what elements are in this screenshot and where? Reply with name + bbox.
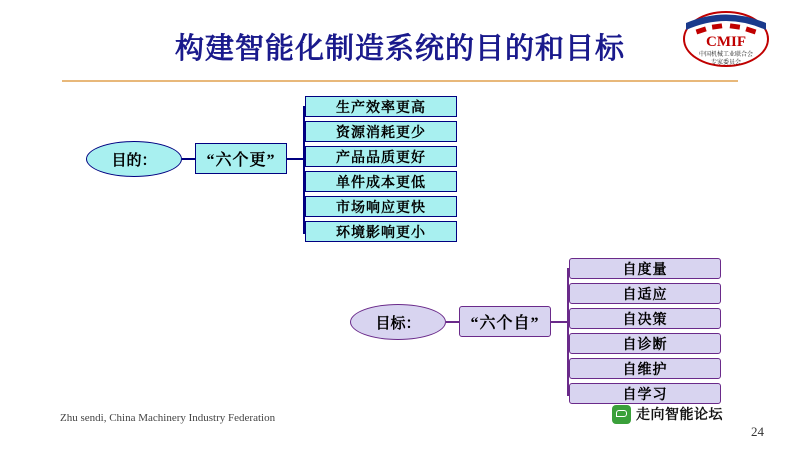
purpose-key-box — [195, 143, 287, 174]
page-title: 构建智能化制造系统的目的和目标 — [174, 33, 625, 65]
purpose-item-2-text: 资源消耗更少 — [336, 125, 426, 141]
goal-item-6-text: 自学习 — [622, 387, 668, 403]
purpose-item-5 — [305, 196, 457, 217]
cmif-logo-graphic — [672, 8, 780, 74]
watermark-text: 走向智能论坛 — [636, 408, 723, 423]
goal-item-5-text: 自维护 — [622, 362, 668, 378]
goal-item-4-text: 自诊断 — [622, 337, 668, 353]
goal-item-4 — [569, 333, 721, 354]
goal-item-3 — [569, 308, 721, 329]
svg-text:专家委员会: 专家委员会 — [710, 60, 742, 66]
wechat-icon — [612, 405, 631, 424]
svg-text:中国机械工业联合会: 中国机械工业联合会 — [698, 52, 754, 58]
purpose-item-3 — [305, 146, 457, 167]
cmif-logo — [672, 8, 780, 74]
purpose-item-5-text: 市场响应更快 — [336, 200, 426, 216]
purpose-item-1 — [305, 96, 457, 117]
purpose-label-ellipse — [86, 141, 182, 177]
goal-item-1 — [569, 258, 721, 279]
purpose-item-6-text: 环境影响更小 — [336, 225, 426, 241]
title-divider — [62, 80, 738, 82]
purpose-item-1-text: 生产效率更高 — [336, 100, 426, 116]
purpose-connector-line — [182, 158, 195, 160]
purpose-item-4-text: 单件成本更低 — [336, 175, 426, 191]
goal-label: 目标： — [375, 315, 421, 332]
purpose-item-6 — [305, 221, 457, 242]
page-number: 24 — [751, 424, 764, 439]
goal-item-2-text: 自适应 — [622, 287, 668, 303]
goal-item-6 — [569, 383, 721, 404]
goal-item-5 — [569, 358, 721, 379]
goal-key-text: “六个自” — [470, 315, 540, 332]
purpose-label: 目的： — [111, 152, 157, 169]
author-credit: Zhu sendi, China Machinery Industry Federation — [60, 412, 276, 424]
goal-item-3-text: 自决策 — [622, 312, 668, 328]
goal-label-ellipse — [350, 304, 446, 340]
purpose-item-2 — [305, 121, 457, 142]
purpose-item-3-text: 产品品质更好 — [336, 150, 426, 166]
goal-item-1-text: 自度量 — [622, 262, 668, 278]
goal-connector-line — [446, 321, 459, 323]
purpose-item-4 — [305, 171, 457, 192]
svg-text:CMIF: CMIF — [706, 34, 746, 50]
watermark-badge — [612, 404, 723, 424]
goal-key-box — [459, 306, 551, 337]
purpose-key-text: “六个更” — [206, 152, 276, 169]
goal-item-2 — [569, 283, 721, 304]
